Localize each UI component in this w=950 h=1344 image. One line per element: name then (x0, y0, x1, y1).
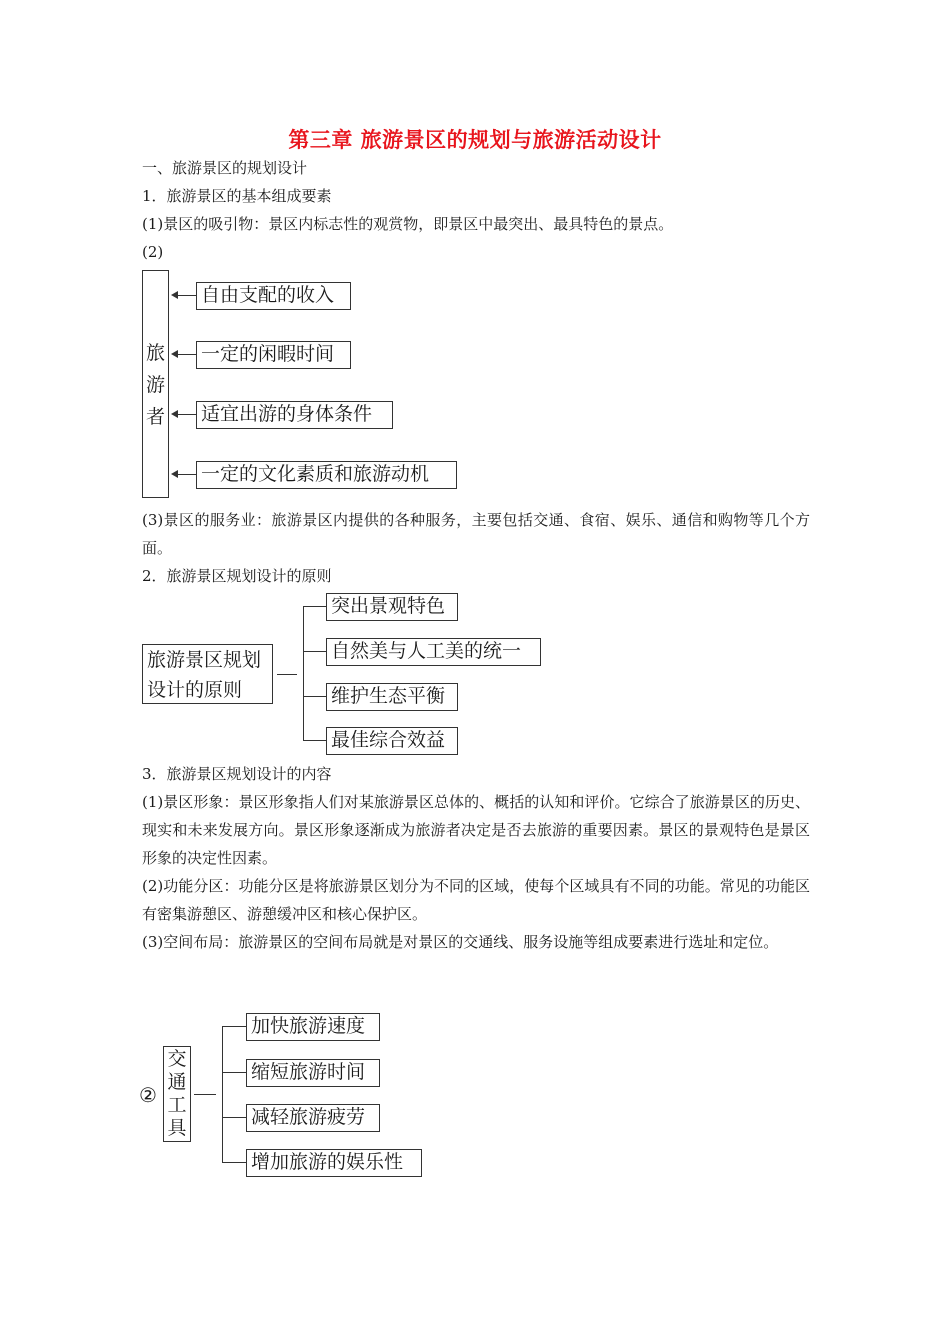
diagram-item: 减轻旅游疲劳 (246, 1104, 380, 1132)
diagram-item: 加快旅游速度 (246, 1013, 380, 1041)
paragraph: (2)功能分区：功能分区是将旅游景区划分为不同的区域，使每个区域具有不同的功能。常见的功能区有密集游憩区、游憩缓冲区和核心保护区。 (142, 877, 810, 923)
circled-marker: ② (139, 1083, 157, 1107)
root-char: 工 (167, 1094, 187, 1116)
paragraph: (3)景区的服务业：旅游景区内提供的各种服务，主要包括交通、食宿、娱乐、通信和购物等几个方面。 (142, 511, 810, 557)
diagram-item: 自由支配的收入 (196, 282, 351, 310)
subsection-heading: 2．旅游景区规划设计的原则 (142, 567, 332, 585)
diagram-item: 一定的闲暇时间 (196, 341, 351, 369)
arrow-left-icon (171, 410, 178, 418)
diagram-item: 维护生态平衡 (326, 683, 458, 711)
arrow-left-icon (171, 350, 178, 358)
connector-line (222, 1072, 246, 1073)
paragraph: (3)空间布局：旅游景区的空间布局就是对景区的交通线、服务设施等组成要素进行选址和定位。 (142, 933, 779, 951)
diagram-center-box (142, 270, 169, 498)
diagram-item: 缩短旅游时间 (246, 1059, 380, 1087)
connector-line (176, 414, 196, 415)
center-char: 游 (145, 374, 165, 396)
diagram-root-box (142, 644, 273, 704)
subsection-heading: 3．旅游景区规划设计的内容 (142, 765, 332, 783)
bracket-line (222, 1026, 223, 1163)
connector-line (303, 606, 326, 607)
connector-line (303, 651, 326, 652)
root-char: 通 (167, 1071, 187, 1093)
paragraph: (2) (142, 243, 164, 261)
connector-line (222, 1162, 246, 1163)
diagram-item: 适宜出游的身体条件 (196, 401, 393, 429)
page-title: 第三章 旅游景区的规划与旅游活动设计 (288, 128, 662, 152)
connector-line (176, 354, 196, 355)
center-char: 者 (145, 406, 165, 428)
root-line: 旅游景区规划 (147, 649, 262, 671)
diagram-item: 自然美与人工美的统一 (326, 638, 541, 666)
connector-line (277, 674, 297, 675)
diagram-item: 增加旅游的娱乐性 (246, 1149, 422, 1177)
subsection-heading: 1．旅游景区的基本组成要素 (142, 187, 332, 205)
root-char: 具 (167, 1117, 187, 1139)
connector-line (176, 474, 196, 475)
connector-line (176, 295, 196, 296)
root-char: 交 (167, 1048, 187, 1070)
diagram-item: 最佳综合效益 (326, 727, 458, 755)
center-char: 旅 (145, 342, 165, 364)
root-line: 设计的原则 (147, 679, 243, 701)
connector-line (194, 1094, 216, 1095)
paragraph: (1)景区形象：景区形象指人们对某旅游景区总体的、概括的认知和评价。它综合了旅游景区的历史、现实和未来发展方向。景区形象逐渐成为旅游者决定是否去旅游的重要因素。景区的景观特色是景区形象的决定性因素。 (142, 793, 810, 867)
diagram-root-box (163, 1046, 191, 1142)
connector-line (222, 1117, 246, 1118)
connector-line (222, 1026, 246, 1027)
connector-line (303, 696, 326, 697)
diagram-item: 一定的文化素质和旅游动机 (196, 461, 457, 489)
bracket-line (303, 606, 304, 741)
arrow-left-icon (171, 470, 178, 478)
paragraph: (1)景区的吸引物：景区内标志性的观赏物，即景区中最突出、最具特色的景点。 (142, 215, 674, 233)
connector-line (303, 740, 326, 741)
diagram-item: 突出景观特色 (326, 593, 458, 621)
section-heading: 一、旅游景区的规划设计 (142, 159, 308, 177)
arrow-left-icon (171, 291, 178, 299)
